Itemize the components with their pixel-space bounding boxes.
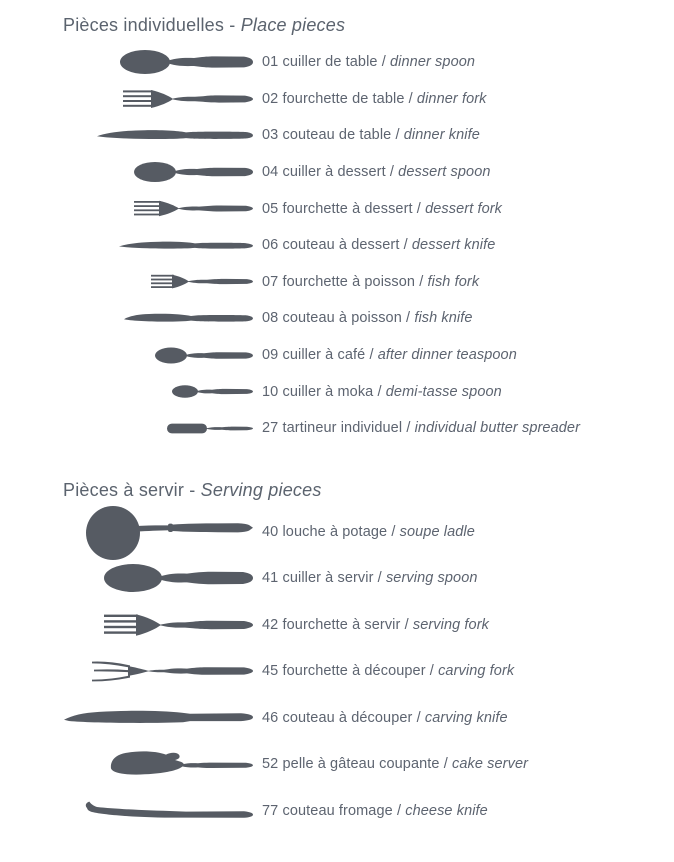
serving-pieces-list	[63, 509, 658, 835]
list-item	[63, 190, 658, 227]
carving-fork-icon	[63, 660, 253, 682]
separator: /	[389, 164, 395, 181]
list-item	[63, 648, 658, 695]
item-label	[262, 523, 475, 541]
carving-knife-icon	[63, 709, 253, 727]
dessert-fork-icon	[63, 200, 253, 217]
item-code: 52	[262, 756, 279, 773]
list-item	[63, 264, 658, 301]
item-label	[262, 163, 491, 181]
section-title-en: Place pieces	[240, 15, 346, 35]
item-name-fr: fourchette de table	[282, 90, 405, 107]
section-title-fr: Pièces individuelles	[63, 15, 225, 35]
separator: /	[403, 237, 408, 254]
item-code: 02	[262, 90, 279, 107]
list-item	[63, 227, 658, 264]
item-label	[262, 662, 514, 680]
item-label	[262, 616, 489, 634]
section-place-pieces	[63, 12, 658, 447]
item-name-en: dinner spoon	[390, 54, 476, 71]
list-item	[63, 337, 658, 374]
separator: /	[377, 570, 382, 587]
item-name-fr: cuiller à servir	[282, 570, 374, 587]
list-item	[63, 117, 658, 154]
item-label	[262, 569, 478, 587]
item-code: 05	[262, 200, 279, 217]
item-name-en: carving knife	[424, 709, 508, 726]
title-separator: -	[229, 15, 236, 35]
item-code: 27	[262, 420, 279, 437]
list-item	[63, 44, 658, 81]
item-name-en: fish knife	[414, 310, 473, 327]
item-label	[262, 419, 580, 437]
item-name-en: individual butter spreader	[414, 420, 581, 437]
item-label	[262, 236, 495, 254]
item-name-en: dessert knife	[411, 237, 496, 254]
moka-spoon-icon	[63, 385, 253, 398]
item-name-en: fish fork	[427, 273, 480, 290]
item-name-en: dessert fork	[425, 200, 503, 217]
item-name-en: serving fork	[412, 616, 490, 633]
item-name-fr: cuiller à dessert	[282, 164, 386, 181]
item-label	[262, 346, 517, 364]
section-title	[63, 477, 658, 503]
item-name-en: dinner fork	[416, 90, 487, 107]
item-code: 06	[262, 237, 279, 254]
separator: /	[406, 420, 411, 437]
item-label	[262, 273, 479, 291]
item-name-fr: couteau fromage	[282, 802, 393, 819]
separator: /	[416, 200, 421, 217]
list-item	[63, 602, 658, 649]
item-name-fr: couteau de table	[282, 127, 392, 144]
separator: /	[443, 756, 448, 773]
item-code: 40	[262, 523, 279, 540]
dessert-knife-icon	[63, 240, 253, 251]
item-code: 07	[262, 273, 279, 290]
item-name-en: demi-tasse spoon	[385, 383, 502, 400]
item-code: 08	[262, 310, 279, 327]
serving-fork-icon	[63, 613, 253, 637]
fish-fork-icon	[63, 274, 253, 289]
separator: /	[377, 383, 382, 400]
separator: /	[395, 127, 400, 144]
item-name-en: serving spoon	[385, 570, 478, 587]
item-code: 42	[262, 616, 279, 633]
separator: /	[408, 90, 413, 107]
separator: /	[429, 663, 434, 680]
item-name-fr: tartineur individuel	[282, 420, 403, 437]
item-label	[262, 200, 502, 218]
list-item	[63, 300, 658, 337]
item-name-fr: cuiller à moka	[282, 383, 374, 400]
item-label	[262, 755, 528, 773]
item-name-en: soupe ladle	[399, 523, 475, 540]
item-name-en: cake server	[452, 756, 529, 773]
item-name-fr: louche à potage	[282, 523, 388, 540]
cheese-knife-icon	[63, 801, 253, 821]
item-name-en: dinner knife	[403, 127, 480, 144]
item-name-fr: pelle à gâteau coupante	[282, 756, 440, 773]
item-name-fr: couteau à dessert	[282, 237, 400, 254]
list-item	[63, 81, 658, 118]
dessert-spoon-icon	[63, 161, 253, 183]
list-item	[63, 555, 658, 602]
item-name-fr: fourchette à servir	[282, 616, 401, 633]
item-label	[262, 802, 488, 820]
list-item	[63, 695, 658, 742]
item-label	[262, 53, 475, 71]
separator: /	[369, 347, 374, 364]
fish-knife-icon	[63, 312, 253, 325]
separator: /	[381, 54, 386, 71]
item-code: 10	[262, 383, 279, 400]
list-item	[63, 741, 658, 788]
section-title-en: Serving pieces	[200, 479, 322, 500]
item-code: 41	[262, 570, 279, 587]
item-code: 46	[262, 709, 279, 726]
item-label	[262, 709, 508, 727]
dinner-fork-icon	[63, 89, 253, 109]
separator: /	[416, 709, 421, 726]
item-name-en: carving fork	[438, 663, 515, 680]
title-separator: -	[189, 479, 196, 500]
list-item	[63, 373, 658, 410]
item-name-fr: fourchette à découper	[282, 663, 426, 680]
item-code: 45	[262, 663, 279, 680]
item-name-fr: couteau à découper	[282, 709, 413, 726]
serving-spoon-icon	[63, 563, 253, 593]
dinner-knife-icon	[63, 128, 253, 142]
item-label	[262, 383, 502, 401]
teaspoon-icon	[63, 347, 253, 364]
item-label	[262, 126, 480, 144]
item-code: 09	[262, 347, 279, 364]
list-item	[63, 154, 658, 191]
separator: /	[406, 310, 411, 327]
cake-server-icon	[63, 749, 253, 779]
item-name-fr: cuiller à café	[282, 347, 366, 364]
butter-spreader-icon	[63, 423, 253, 434]
separator: /	[419, 273, 424, 290]
item-name-en: after dinner teaspoon	[377, 347, 517, 364]
section-title-fr: Pièces à servir	[63, 479, 185, 500]
separator: /	[391, 523, 396, 540]
list-item	[63, 509, 658, 556]
section-serving-pieces	[63, 477, 658, 835]
item-code: 04	[262, 164, 279, 181]
separator: /	[404, 616, 409, 633]
place-pieces-list	[63, 44, 658, 447]
item-label	[262, 90, 487, 108]
section-title	[63, 12, 658, 38]
item-name-fr: couteau à poisson	[282, 310, 402, 327]
list-item	[63, 788, 658, 835]
dinner-spoon-icon	[63, 49, 253, 75]
item-code: 77	[262, 802, 279, 819]
list-item	[63, 410, 658, 447]
item-name-en: cheese knife	[405, 802, 488, 819]
item-name-fr: fourchette à dessert	[282, 200, 413, 217]
item-label	[262, 309, 473, 327]
separator: /	[396, 802, 402, 819]
item-name-fr: fourchette à poisson	[282, 273, 416, 290]
item-name-en: dessert spoon	[398, 164, 491, 181]
item-name-fr: cuiller de table	[282, 54, 378, 71]
item-code: 03	[262, 127, 279, 144]
item-code: 01	[262, 54, 279, 71]
soup-ladle-icon	[63, 504, 253, 560]
